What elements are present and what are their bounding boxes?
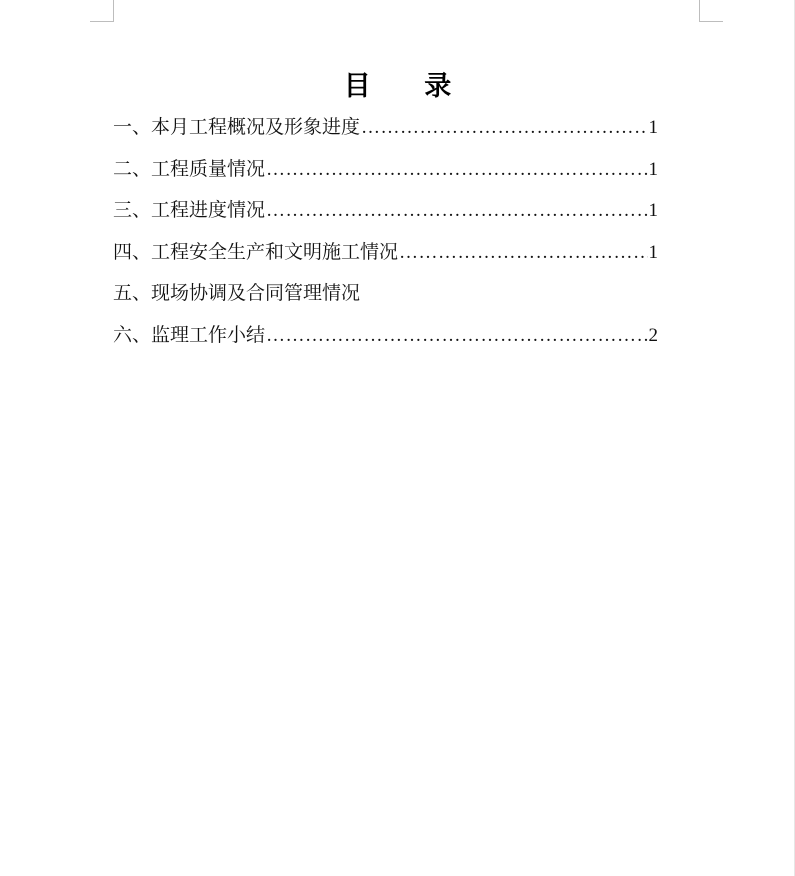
toc-title: 目 录: [343, 71, 474, 102]
toc-page-number: 1: [648, 200, 658, 222]
toc-dot-leader: [266, 200, 647, 222]
toc-entry[interactable]: [113, 195, 658, 237]
toc-dot-leader: [361, 117, 647, 139]
toc-entry[interactable]: [113, 278, 658, 320]
toc-page-number: 1: [648, 117, 658, 138]
page-corner-mark-top-right: [699, 0, 723, 22]
toc-entry-text[interactable]: 二、工程质量情况: [113, 157, 266, 180]
toc-page-number: 2: [648, 324, 658, 346]
page-corner-mark-top-left: [90, 0, 114, 22]
toc-entry[interactable]: [113, 154, 658, 196]
toc-page-number: 1: [648, 241, 658, 263]
toc-page-number: 1: [648, 158, 658, 180]
toc-dot-leader: [399, 242, 647, 264]
toc-entry-text[interactable]: 五、现场协调及合同管理情况: [113, 282, 361, 305]
table-of-contents: [113, 112, 658, 362]
toc-entry[interactable]: [113, 112, 658, 154]
toc-entry[interactable]: [113, 237, 658, 279]
toc-dot-leader: [266, 159, 647, 181]
toc-entry-text[interactable]: 一、本月工程概况及形象进度: [113, 116, 361, 138]
toc-entry[interactable]: [113, 320, 658, 362]
toc-entry-text[interactable]: 四、工程安全生产和文明施工情况: [113, 240, 399, 263]
toc-entry-text[interactable]: 三、工程进度情况: [113, 199, 266, 222]
toc-entry-text[interactable]: 六、监理工作小结: [113, 323, 266, 346]
toc-dot-leader: [266, 325, 647, 347]
